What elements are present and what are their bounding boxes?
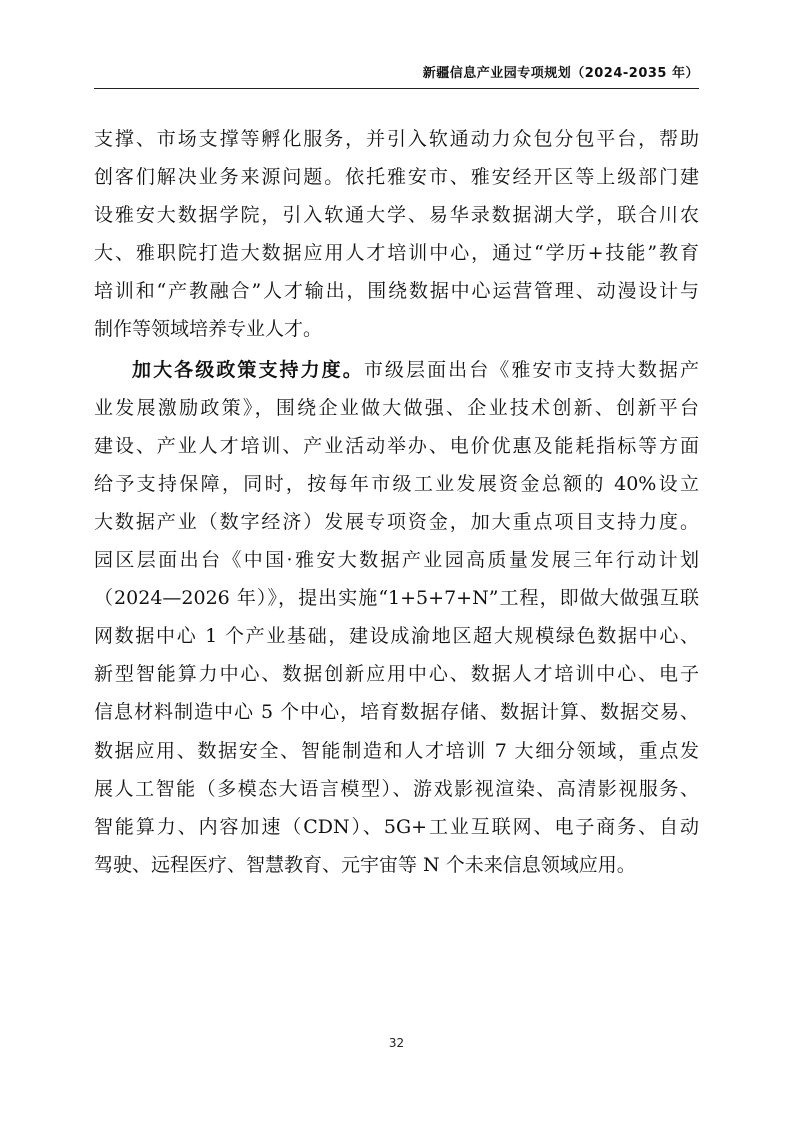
text-run: 市级层面出台《雅安市支持大数据产 [363, 358, 699, 381]
text-line: 数据应用、数据安全、智能制造和人才培训 7 大细分领域，重点发 [94, 739, 699, 762]
text-line: 大、雅职院打造大数据应用人才培训中心，通过“学历+技能”教育 [94, 242, 699, 265]
text-line: 业发展激励政策》，围绕企业做大做强、企业技术创新、创新平台 [94, 396, 699, 419]
text-line: 展人工智能（多模态大语言模型）、游戏影视渲染、高清影视服务、 [94, 777, 699, 800]
paragraph-policy-support [94, 351, 699, 884]
text-line: （2024—2026 年）》，提出实施“1+5+7+N”工程，即做大做强互联 [94, 587, 699, 610]
text-line [94, 351, 699, 389]
text-line: 信息材料制造中心 5 个中心，培育数据存储、数据计算、数据交易、 [94, 701, 699, 724]
text-line: 智能算力、内容加速（CDN）、5G+工业互联网、电子商务、自动 [94, 815, 699, 838]
text-line: 大数据产业（数字经济）发展专项资金，加大重点项目支持力度。 [94, 510, 699, 533]
text-line: 创客们解决业务来源问题。依托雅安市、雅安经开区等上级部门建 [94, 166, 699, 189]
paragraph-heading: 加大各级政策支持力度。 [132, 358, 364, 381]
running-header [94, 62, 699, 89]
body-text [94, 120, 699, 884]
text-line: 园区层面出台《中国·雅安大数据产业园高质量发展三年行动计划 [94, 549, 699, 572]
paragraph-talent-training [94, 120, 699, 349]
text-line: 培训和“产教融合”人才输出，围绕数据中心运营管理、动漫设计与 [94, 280, 699, 303]
page-number: 32 [388, 1036, 405, 1050]
document-title: 新疆信息产业园专项规划（2024-2035 年） [422, 66, 699, 81]
text-line: 制作等领域培养专业人才。 [94, 318, 323, 341]
text-line: 新型智能算力中心、数据创新应用中心、数据人才培训中心、电子 [94, 663, 699, 686]
text-line: 设雅安大数据学院，引入软通大学、易华录数据湖大学，联合川农 [94, 204, 699, 227]
text-line: 给予支持保障，同时，按每年市级工业发展资金总额的 40%设立 [94, 472, 699, 495]
text-line: 驾驶、远程医疗、智慧教育、元宇宙等 N 个未来信息领域应用。 [94, 853, 636, 876]
text-line: 建设、产业人才培训、产业活动举办、电价优惠及能耗指标等方面 [94, 434, 699, 457]
text-line: 网数据中心 1 个产业基础，建设成渝地区超大规模绿色数据中心、 [94, 625, 699, 648]
text-line: 支撑、市场支撑等孵化服务，并引入软通动力众包分包平台，帮助 [94, 128, 699, 150]
